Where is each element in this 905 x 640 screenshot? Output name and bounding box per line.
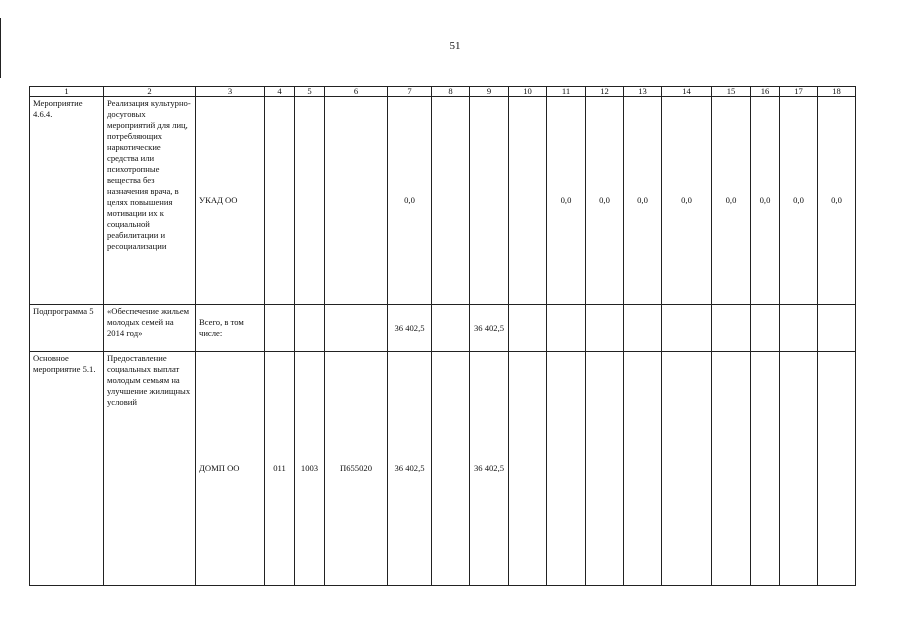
header-row bbox=[30, 87, 856, 97]
header-cell: 11 bbox=[547, 87, 586, 97]
item-description: Реализация культурно-досуговых мероприятий для лиц, потребляющих наркотические средства или психотропные вещества без назначения врача, в целях повышения мотивации их к социальной реабилитации и ресоциализации bbox=[104, 97, 196, 305]
header-cell: 16 bbox=[751, 87, 780, 97]
cell-col18 bbox=[818, 305, 856, 352]
left-margin-rule bbox=[0, 18, 1, 78]
header-cell: 12 bbox=[586, 87, 624, 97]
header-cell: 8 bbox=[432, 87, 470, 97]
cell-col7: 0,0 bbox=[388, 97, 432, 305]
cell-col4 bbox=[265, 97, 295, 305]
table-row bbox=[30, 352, 856, 586]
header-cell: 13 bbox=[624, 87, 662, 97]
header-cell: 2 bbox=[104, 87, 196, 97]
item-executor: Всего, в том числе: bbox=[196, 305, 265, 352]
item-executor: ДОМП ОО bbox=[196, 352, 265, 586]
header-cell: 3 bbox=[196, 87, 265, 97]
cell-col14: 0,0 bbox=[662, 97, 712, 305]
header-cell: 7 bbox=[388, 87, 432, 97]
cell-col10 bbox=[509, 352, 547, 586]
cell-col6 bbox=[325, 305, 388, 352]
page-number: 51 bbox=[449, 40, 461, 52]
item-executor: УКАД ОО bbox=[196, 97, 265, 305]
item-name: Мероприятие 4.6.4. bbox=[30, 97, 104, 305]
cell-col15 bbox=[712, 305, 751, 352]
header-cell: 1 bbox=[30, 87, 104, 97]
cell-col17: 0,0 bbox=[780, 97, 818, 305]
cell-col8 bbox=[432, 97, 470, 305]
cell-col9: 36 402,5 bbox=[470, 305, 509, 352]
cell-col11 bbox=[547, 352, 586, 586]
cell-col18 bbox=[818, 352, 856, 586]
header-cell: 4 bbox=[265, 87, 295, 97]
cell-col6 bbox=[325, 97, 388, 305]
table-row bbox=[30, 97, 856, 305]
header-cell: 6 bbox=[325, 87, 388, 97]
cell-col14 bbox=[662, 305, 712, 352]
cell-col5 bbox=[295, 97, 325, 305]
header-cell: 14 bbox=[662, 87, 712, 97]
cell-col7: 36 402,5 bbox=[388, 305, 432, 352]
cell-col5 bbox=[295, 305, 325, 352]
cell-col4 bbox=[265, 305, 295, 352]
item-description: Предоставление социальных выплат молодым семьям на улучшение жилищных условий bbox=[104, 352, 196, 586]
cell-col11 bbox=[547, 305, 586, 352]
cell-col17 bbox=[780, 305, 818, 352]
cell-col11: 0,0 bbox=[547, 97, 586, 305]
cell-col18: 0,0 bbox=[818, 97, 856, 305]
cell-col13 bbox=[624, 352, 662, 586]
cell-col15 bbox=[712, 352, 751, 586]
cell-col15: 0,0 bbox=[712, 97, 751, 305]
header-cell: 15 bbox=[712, 87, 751, 97]
cell-col9: 36 402,5 bbox=[470, 352, 509, 586]
cell-col8 bbox=[432, 352, 470, 586]
cell-col13: 0,0 bbox=[624, 97, 662, 305]
cell-col16 bbox=[751, 305, 780, 352]
table-row bbox=[30, 305, 856, 352]
item-name: Основное мероприятие 5.1. bbox=[30, 352, 104, 586]
header-cell: 9 bbox=[470, 87, 509, 97]
header-cell: 5 bbox=[295, 87, 325, 97]
cell-col12: 0,0 bbox=[586, 97, 624, 305]
cell-col4: 011 bbox=[265, 352, 295, 586]
cell-col7: 36 402,5 bbox=[388, 352, 432, 586]
cell-col13 bbox=[624, 305, 662, 352]
cell-col10 bbox=[509, 97, 547, 305]
cell-col6: П655020 bbox=[325, 352, 388, 586]
item-name: Подпрограмма 5 bbox=[30, 305, 104, 352]
cell-col9 bbox=[470, 97, 509, 305]
header-cell: 17 bbox=[780, 87, 818, 97]
cell-col5: 1003 bbox=[295, 352, 325, 586]
cell-col12 bbox=[586, 352, 624, 586]
cell-col12 bbox=[586, 305, 624, 352]
cell-col14 bbox=[662, 352, 712, 586]
cell-col8 bbox=[432, 305, 470, 352]
cell-col16: 0,0 bbox=[751, 97, 780, 305]
cell-col16 bbox=[751, 352, 780, 586]
program-table bbox=[29, 86, 856, 586]
item-description: «Обеспечение жильем молодых семей на 2014 год» bbox=[104, 305, 196, 352]
cell-col10 bbox=[509, 305, 547, 352]
cell-col17 bbox=[780, 352, 818, 586]
header-cell: 10 bbox=[509, 87, 547, 97]
header-cell: 18 bbox=[818, 87, 856, 97]
